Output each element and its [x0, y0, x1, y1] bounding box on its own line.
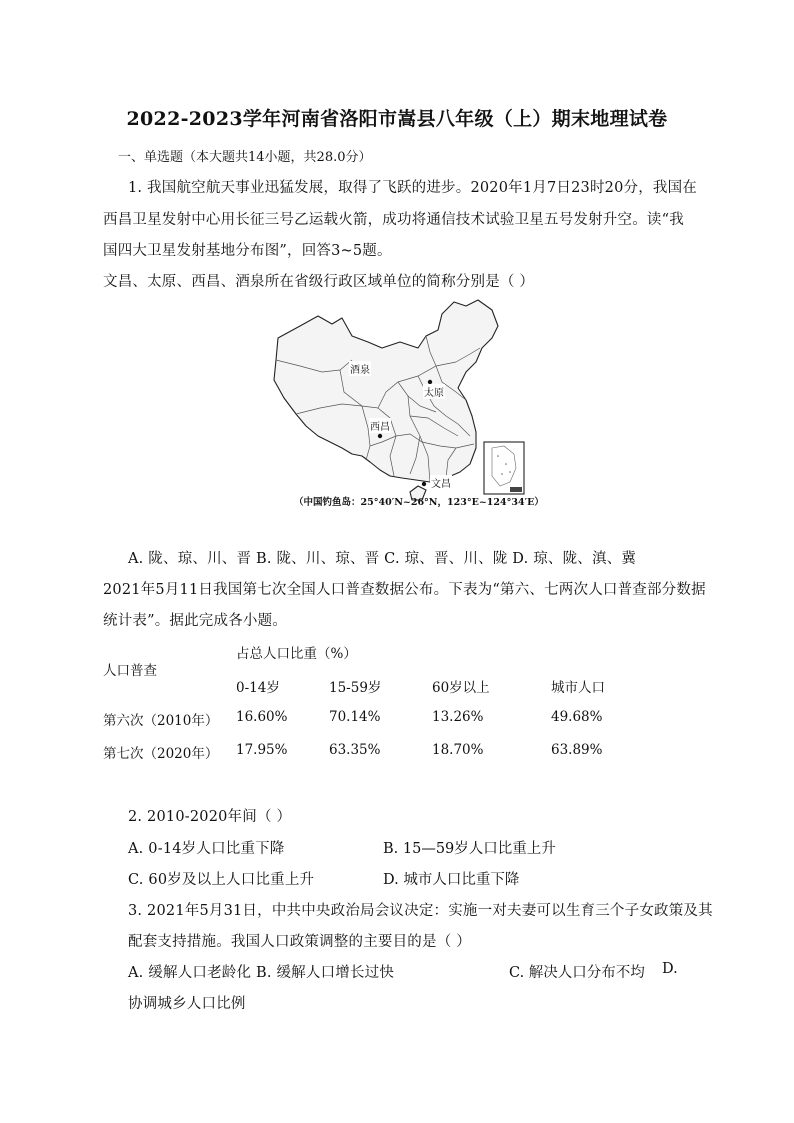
table-cell: 63.89% — [551, 742, 603, 758]
section-heading: 一、单选题（本大题共14小题，共28.0分） — [118, 150, 372, 165]
q1-question: 文昌、太原、西昌、酒泉所在省级行政区域单位的简称分别是（ ） — [103, 274, 535, 290]
map-label-wenchang: 文昌 — [430, 475, 452, 490]
q3-options-ab: A. 缓解人口老龄化 B. 缓解人口增长过快 — [128, 965, 395, 981]
q2-stem: 2. 2010-2020年间（ ） — [128, 809, 292, 825]
q3-option-c: C. 解决人口分布不均 — [509, 965, 645, 981]
map-label-taiyuan: 太原 — [423, 384, 445, 399]
table-row-label: 第六次（2010年） — [103, 713, 219, 729]
q2-option-d: D. 城市人口比重下降 — [383, 872, 520, 888]
q2-option-b: B. 15—59岁人口比重上升 — [383, 841, 556, 857]
table-cell: 63.35% — [329, 742, 381, 758]
intro-line-1: 2021年5月11日我国第七次全国人口普查数据公布。下表为“第六、七两次人口普查部分数据 — [103, 582, 706, 598]
q3-line-2: 配套支持措施。我国人口政策调整的主要目的是（ ） — [128, 934, 471, 950]
table-col-header: 城市人口 — [551, 680, 605, 696]
table-cell: 13.26% — [432, 709, 484, 725]
table-cell: 16.60% — [236, 709, 288, 725]
q1-line-2: 西昌卫星发射中心用长征三号乙运载火箭，成功将通信技术试验卫星五号发射升空。读“我 — [103, 212, 684, 228]
intro-line-2: 统计表”。据此完成各小题。 — [103, 613, 288, 629]
map-label-jiuquan: 酒泉 — [349, 361, 371, 376]
q3-option-d: 协调城乡人口比例 — [128, 996, 246, 1012]
q2-option-a: A. 0-14岁人口比重下降 — [128, 841, 285, 857]
q1-line-3: 国四大卫星发射基地分布图”，回答3~5题。 — [103, 243, 392, 259]
table-row-label: 第七次（2020年） — [103, 746, 219, 762]
q2-option-c: C. 60岁及以上人口比重上升 — [128, 872, 315, 888]
table-cell: 49.68% — [551, 709, 603, 725]
q3-option-d-letter: D. — [662, 961, 678, 977]
china-satellite-base-map — [270, 296, 528, 514]
table-col-header: 60岁以上 — [432, 680, 490, 696]
table-col-header: 15-59岁 — [329, 680, 382, 696]
page-title: 2022-2023学年河南省洛阳市嵩县八年级（上）期末地理试卷 — [126, 108, 668, 130]
q1-options: A. 陇、琼、川、晋 B. 陇、川、琼、晋 C. 琼、晋、川、陇 D. 琼、陇、滇、冀 — [128, 551, 637, 567]
table-cell: 17.95% — [236, 742, 288, 758]
table-group-header: 占总人口比重（%） — [236, 646, 357, 662]
q1-line-1: 1. 我国航空航天事业迅猛发展，取得了飞跃的进步。2020年1月7日23时20分，我国在 — [128, 180, 697, 196]
table-cell: 18.70% — [432, 742, 484, 758]
map-caption: （中国钓鱼岛：25°40′N~26°N，123°E~124°34′E） — [294, 497, 544, 508]
q3-line-1: 3. 2021年5月31日，中共中央政治局会议决定：实施一对夫妻可以生育三个子女政策及其 — [128, 903, 713, 919]
table-cell: 70.14% — [329, 709, 381, 725]
map-label-xichang: 西昌 — [369, 418, 391, 433]
table-col-header: 0-14岁 — [236, 680, 280, 696]
table-row-header: 人口普查 — [103, 663, 157, 679]
